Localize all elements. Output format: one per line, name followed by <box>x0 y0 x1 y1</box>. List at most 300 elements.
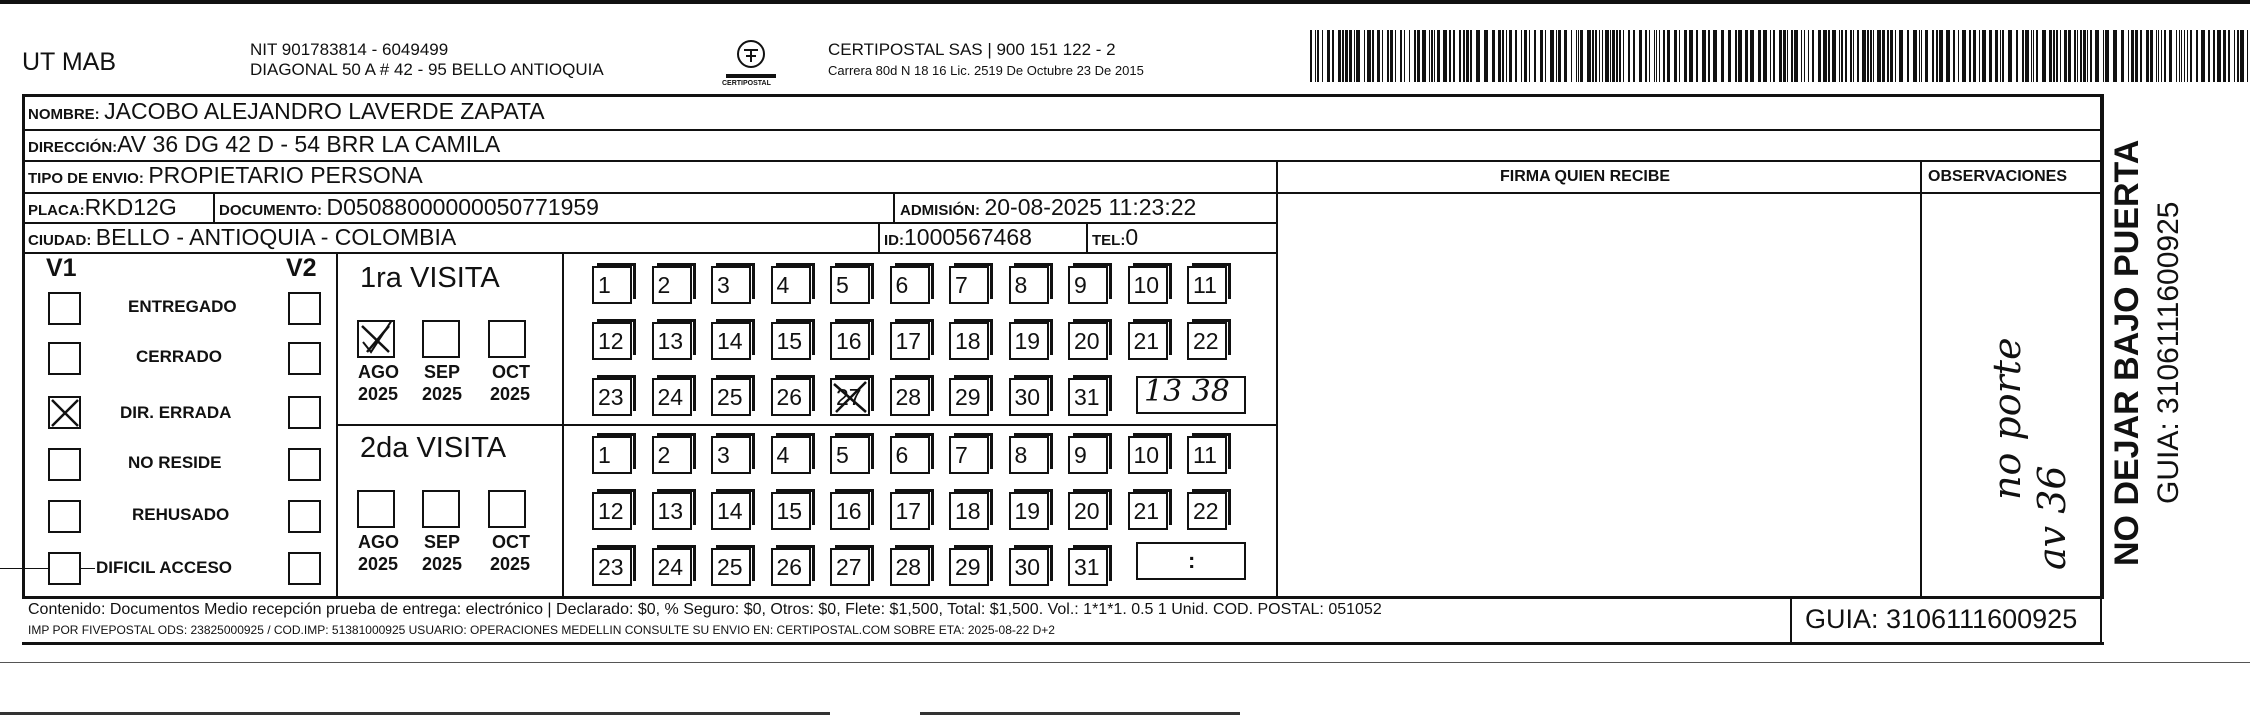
v2-dir-errada-checkbox[interactable] <box>288 396 321 429</box>
day-label: 16 <box>836 498 862 524</box>
barcode-bar <box>2140 30 2142 82</box>
second-visit-month-ago[interactable] <box>357 490 395 528</box>
v2-rehusado-checkbox[interactable] <box>288 500 321 533</box>
barcode-bar <box>2234 30 2235 82</box>
barcode-bar <box>2131 30 2134 82</box>
second-visit-day-27[interactable] <box>830 548 870 586</box>
first-visit-day-24[interactable] <box>652 378 692 416</box>
second-visit-day-8[interactable] <box>1009 436 1049 474</box>
second-visit-day-5[interactable] <box>830 436 870 474</box>
bottom-rule <box>920 712 1240 715</box>
barcode-bar <box>2087 30 2088 82</box>
day-label: 16 <box>836 328 862 354</box>
barcode-bar <box>2056 30 2058 82</box>
first-visit-month-oct[interactable] <box>488 320 526 358</box>
barcode-bar <box>1354 30 1355 82</box>
barcode-bar <box>2213 30 2215 82</box>
barcode-bar <box>1702 30 1706 82</box>
day-label: 23 <box>598 554 624 580</box>
barcode-bar <box>1873 30 1874 82</box>
barcode-bar <box>1587 30 1591 82</box>
barcode-bar <box>1550 30 1554 82</box>
barcode-bar <box>1684 30 1687 82</box>
second-visit-day-19[interactable] <box>1009 492 1049 530</box>
barcode-bar <box>1429 30 1430 82</box>
v2-dificil-acceso-checkbox[interactable] <box>288 552 321 585</box>
barcode-bar <box>2064 30 2067 82</box>
barcode-bar <box>1431 30 1433 82</box>
first-visit-day-3[interactable] <box>711 266 751 304</box>
barcode-bar <box>1801 30 1802 82</box>
v2-entregado-checkbox[interactable] <box>288 292 321 325</box>
barcode-bar <box>1367 30 1371 82</box>
day-label: 15 <box>776 328 803 354</box>
barcode-bar <box>1580 30 1583 82</box>
barcode-bar <box>2201 30 2205 82</box>
v1-dificil-acceso-checkbox[interactable] <box>48 552 81 585</box>
nombre-label: NOMBRE: <box>28 106 100 123</box>
day-label: 12 <box>598 498 624 524</box>
barcode-bar <box>1758 30 1761 82</box>
barcode-bar <box>1356 30 1360 82</box>
barcode-bar <box>1332 30 1334 82</box>
day-label: 21 <box>1133 328 1160 354</box>
first-visit-month-ago[interactable] <box>357 320 395 358</box>
day-label: 20 <box>1074 328 1100 354</box>
v2-no-reside-checkbox[interactable] <box>288 448 321 481</box>
barcode-bar <box>1973 30 1976 82</box>
barcode-bar <box>2223 30 2226 82</box>
second-visit-day-10[interactable] <box>1128 436 1168 474</box>
barcode-bar <box>1414 30 1416 82</box>
barcode-bar <box>1404 30 1405 82</box>
second-visit-day-13[interactable] <box>652 492 692 530</box>
first-visit-day-21[interactable] <box>1128 322 1168 360</box>
second-year-ago: 2025 <box>358 554 399 574</box>
first-visit-day-22[interactable] <box>1187 322 1227 360</box>
barcode-bar <box>1890 30 1893 82</box>
barcode-bar <box>1382 30 1383 82</box>
barcode-bar <box>1470 30 1472 82</box>
barcode-bar <box>1770 30 1771 82</box>
barcode-bar <box>2042 30 2046 82</box>
barcode-bar <box>1877 30 1881 82</box>
barcode-bar <box>1534 30 1536 82</box>
v1-entregado-checkbox[interactable] <box>48 292 81 325</box>
sender-name: UT MAB <box>22 48 116 76</box>
col-line <box>1276 160 1278 596</box>
second-visit-day-11[interactable] <box>1187 436 1227 474</box>
day-label: 9 <box>1074 442 1087 468</box>
second-year-oct: 2025 <box>490 554 531 574</box>
second-visit-day-29[interactable] <box>949 548 989 586</box>
footer-contenido: Contenido: Documentos Medio recepción prueba de entrega: electrónico | Declarado: $0, % Seguro: $0, Otros: $0, Flete: $1,500, Total: $1,500. Vol.: 1*1*1. 0.5 1 Unid. COD. POSTAL: 051052 <box>28 601 1382 618</box>
barcode-bar <box>1812 30 1814 82</box>
second-visit-day-30[interactable] <box>1009 548 1049 586</box>
first-visit-day-28[interactable] <box>890 378 930 416</box>
v1-no-reside-checkbox[interactable] <box>48 448 81 481</box>
first-visit-day-11[interactable] <box>1187 266 1227 304</box>
barcode-bar <box>1409 30 1410 82</box>
barcode-bar <box>1946 30 1950 82</box>
barcode-bar <box>1502 30 1504 82</box>
barcode-bar <box>1639 30 1642 82</box>
direccion-row <box>28 131 500 158</box>
barcode-bar <box>1713 30 1717 82</box>
documento-value: D05088000000050771959 <box>326 194 599 220</box>
first-visit-day-26[interactable] <box>771 378 811 416</box>
day-label: 11 <box>1193 442 1217 468</box>
barcode-bar <box>2033 30 2034 82</box>
first-visit-day-1[interactable] <box>592 266 632 304</box>
day-label: 18 <box>955 328 981 354</box>
barcode-bar <box>1595 30 1597 82</box>
tel-value: 0 <box>1125 224 1139 250</box>
second-visit-day-3[interactable] <box>711 436 751 474</box>
day-label: 3 <box>717 272 730 298</box>
barcode-bar <box>1463 30 1465 82</box>
barcode-bar <box>1958 30 1959 82</box>
day-label: 1 <box>598 272 611 298</box>
barcode-bar <box>1571 30 1572 82</box>
barcode-bar <box>2025 30 2029 82</box>
barcode-bar <box>1434 30 1435 82</box>
second-visit-day-17[interactable] <box>890 492 930 530</box>
first-visit-day-20[interactable] <box>1068 322 1108 360</box>
second-visit-day-28[interactable] <box>890 548 930 586</box>
observation-handwritten-1: no porte <box>1985 337 2029 500</box>
barcode-bar <box>2049 30 2052 82</box>
second-month-sep: SEP <box>424 532 461 552</box>
barcode-bar <box>2150 30 2153 82</box>
barcode-bar <box>2095 30 2099 82</box>
barcode-bar <box>2036 30 2038 82</box>
visit-divider <box>338 424 1276 426</box>
tel-label: TEL: <box>1092 232 1126 249</box>
second-visit-day-24[interactable] <box>652 548 692 586</box>
placa-label: PLACA: <box>28 202 85 219</box>
barcode-bar <box>1674 30 1677 82</box>
barcode-bar <box>1925 30 1928 82</box>
bottom-rule <box>0 662 2250 663</box>
day-label: 2 <box>657 442 671 468</box>
barcode-bar <box>2008 30 2012 82</box>
cut-mark <box>0 568 48 569</box>
admision-row <box>900 194 1196 221</box>
logo-caption: CERTIPOSTAL <box>722 80 771 87</box>
barcode-bar <box>1654 30 1655 82</box>
v1-rehusado-checkbox[interactable] <box>48 500 81 533</box>
second-visit-month-oct[interactable] <box>488 490 526 528</box>
barcode-bar <box>1953 30 1955 82</box>
barcode-bar <box>2176 30 2177 82</box>
first-visit-day-17[interactable] <box>890 322 930 360</box>
day-label: 7 <box>955 442 968 468</box>
barcode-bar <box>2031 30 2032 82</box>
barcode-bar <box>1345 30 1348 82</box>
barcode-bar <box>1850 30 1852 82</box>
barcode-bar <box>1708 30 1710 82</box>
barcode-bar <box>1437 30 1440 82</box>
barcode-bar <box>1828 30 1830 82</box>
day-label: 10 <box>1133 442 1160 468</box>
barcode-bar <box>1791 30 1793 82</box>
barcode-bar <box>1870 30 1872 82</box>
barcode-bar <box>1808 30 1809 82</box>
day-label: 31 <box>1074 554 1100 580</box>
barcode-bar <box>2184 30 2185 82</box>
barcode-bar <box>1921 30 1922 82</box>
barcode-bar <box>1773 30 1775 82</box>
second-visit-day-4[interactable] <box>771 436 811 474</box>
day-label: 19 <box>1014 498 1041 524</box>
barcode-bar <box>1735 30 1737 82</box>
barcode-bar <box>2053 30 2055 82</box>
day-label: 25 <box>717 384 743 410</box>
first-visit-title: 1ra VISITA <box>360 262 500 294</box>
barcode-bar <box>1939 30 1943 82</box>
barcode-bar <box>2080 30 2082 82</box>
barcode-bar <box>1663 30 1665 82</box>
day-label: 24 <box>657 554 684 580</box>
second-visit-day-31[interactable] <box>1068 548 1108 586</box>
barcode-bar <box>1459 30 1461 82</box>
barcode-bar <box>1745 30 1748 82</box>
v1-dir-errada-checkbox[interactable] <box>48 396 81 429</box>
barcode-bar <box>1317 30 1319 82</box>
barcode-bar <box>1995 30 1998 82</box>
no-dejar-warning: NO DEJAR BAJO PUERTA <box>2108 139 2146 566</box>
barcode-bar <box>2164 30 2166 82</box>
tipo-value: PROPIETARIO PERSONA <box>148 162 423 188</box>
barcode-bar <box>1616 30 1618 82</box>
first-visit-day-30[interactable] <box>1009 378 1049 416</box>
day-label: 22 <box>1193 328 1219 354</box>
col-line <box>878 222 880 252</box>
day-label: 18 <box>955 498 981 524</box>
barcode-bar <box>2002 30 2004 82</box>
first-visit-day-18[interactable] <box>949 322 989 360</box>
barcode-bar <box>1612 30 1615 82</box>
first-visit-day-15[interactable] <box>771 322 811 360</box>
direccion-value: AV 36 DG 42 D - 54 BRR LA CAMILA <box>117 131 501 157</box>
v2-header: V2 <box>286 254 317 282</box>
sender-address: DIAGONAL 50 A # 42 - 95 BELLO ANTIOQUIA <box>250 60 604 79</box>
barcode-bar <box>2077 30 2078 82</box>
col-line <box>1790 596 1792 644</box>
barcode-bar <box>1882 30 1885 82</box>
barcode-bar <box>1322 30 1323 82</box>
barcode-bar <box>1509 30 1512 82</box>
barcode-bar <box>2090 30 2092 82</box>
barcode-bar <box>1919 30 1920 82</box>
second-visit-day-23[interactable] <box>592 548 632 586</box>
first-visit-day-2[interactable] <box>652 266 692 304</box>
second-visit-day-18[interactable] <box>949 492 989 530</box>
footer-imp: IMP POR FIVEPOSTAL ODS: 23825000925 / COD.IMP: 51381000925 USUARIO: OPERACIONES MEDELLIN CONSULTE SU ENVIO EN: CERTIPOSTAL.COM SOBRE ETA: 2025-08-22 D+2 <box>28 623 1055 637</box>
day-label: 1 <box>598 442 611 468</box>
barcode-bar <box>1862 30 1866 82</box>
barcode-bar <box>1913 30 1917 82</box>
barcode-bar <box>1524 30 1527 82</box>
day-label: 6 <box>895 272 909 298</box>
second-visit-day-22[interactable] <box>1187 492 1227 530</box>
second-visit-day-1[interactable] <box>592 436 632 474</box>
second-visit-day-21[interactable] <box>1128 492 1168 530</box>
barcode-bar <box>1387 30 1389 82</box>
first-visit-day-23[interactable] <box>592 378 632 416</box>
second-visit-day-9[interactable] <box>1068 436 1108 474</box>
documento-label: DOCUMENTO: <box>219 202 323 219</box>
barcode-bar <box>1422 30 1426 82</box>
day-label: 5 <box>836 442 849 468</box>
barcode-bar <box>1787 30 1788 82</box>
barcode-bar <box>1466 30 1469 82</box>
barcode-bar <box>1818 30 1821 82</box>
first-visit-day-27[interactable] <box>830 378 870 416</box>
barcode-bar <box>1845 30 1847 82</box>
id-value: 1000567468 <box>904 224 1032 250</box>
day-label: 30 <box>1014 384 1041 410</box>
day-label: 13 <box>657 328 684 354</box>
barcode-bar <box>2135 30 2138 82</box>
barcode-bar <box>1506 30 1507 82</box>
barcode-bar <box>1823 30 1827 82</box>
second-visit-day-14[interactable] <box>711 492 751 530</box>
second-visit-month-sep[interactable] <box>422 490 460 528</box>
barcode-bar <box>1969 30 1971 82</box>
col-line <box>1920 160 1922 596</box>
barcode-bar <box>1689 30 1693 82</box>
barcode-bar <box>2237 30 2239 82</box>
status-entregado: ENTREGADO <box>128 297 237 316</box>
day-label: 9 <box>1074 272 1087 298</box>
second-visit-day-26[interactable] <box>771 548 811 586</box>
barcode-bar <box>1633 30 1635 82</box>
observation-handwritten-2: av 36 <box>2030 465 2074 570</box>
barcode-bar <box>1907 30 1909 82</box>
check-mark-icon <box>359 322 393 356</box>
barcode-bar <box>1395 30 1396 82</box>
day-label: 17 <box>895 328 922 354</box>
day-label: 29 <box>955 384 981 410</box>
first-visit-day-9[interactable] <box>1068 266 1108 304</box>
barcode-bar <box>1857 30 1859 82</box>
direccion-label: DIRECCIÓN: <box>28 139 118 156</box>
second-visit-time-box[interactable] <box>1136 542 1246 580</box>
second-visit-day-7[interactable] <box>949 436 989 474</box>
day-label: 6 <box>895 442 909 468</box>
barcode-bar <box>1592 30 1594 82</box>
barcode-bar <box>1558 30 1561 82</box>
first-visit-day-31[interactable] <box>1068 378 1108 416</box>
v2-cerrado-checkbox[interactable] <box>288 342 321 375</box>
first-visit-day-16[interactable] <box>830 322 870 360</box>
barcode-bar <box>1310 30 1312 82</box>
first-visit-day-29[interactable] <box>949 378 989 416</box>
second-visit-day-25[interactable] <box>711 548 751 586</box>
day-label: 8 <box>1014 442 1028 468</box>
barcode-bar <box>1649 30 1650 82</box>
first-year-sep: 2025 <box>422 384 463 404</box>
barcode-bar <box>1979 30 1980 82</box>
first-visit-month-sep[interactable] <box>422 320 460 358</box>
barcode-bar <box>1610 30 1611 82</box>
second-visit-day-6[interactable] <box>890 436 930 474</box>
second-visit-day-2[interactable] <box>652 436 692 474</box>
barcode-bar <box>1364 30 1365 82</box>
second-visit-day-16[interactable] <box>830 492 870 530</box>
barcode-bar <box>2074 30 2076 82</box>
first-visit-day-5[interactable] <box>830 266 870 304</box>
barcode-bar <box>1839 30 1840 82</box>
barcode-bar <box>1556 30 1557 82</box>
barcode-bar <box>1605 30 1609 82</box>
first-visit-day-7[interactable] <box>949 266 989 304</box>
first-visit-day-13[interactable] <box>652 322 692 360</box>
first-visit-day-10[interactable] <box>1128 266 1168 304</box>
day-label: 12 <box>598 328 624 354</box>
barcode-bar <box>1453 30 1455 82</box>
second-visit-day-12[interactable] <box>592 492 632 530</box>
barcode-bar <box>1578 30 1579 82</box>
barcode-bar <box>2105 30 2109 82</box>
barcode-bar <box>1390 30 1393 82</box>
row-line <box>22 252 1278 254</box>
barcode-bar <box>1443 30 1447 82</box>
barcode-bar <box>1338 30 1341 82</box>
tel-row <box>1092 224 1138 251</box>
first-visit-day-4[interactable] <box>771 266 811 304</box>
barcode-bar <box>1895 30 1896 82</box>
first-visit-day-12[interactable] <box>592 322 632 360</box>
first-visit-day-14[interactable] <box>711 322 751 360</box>
first-visit-day-8[interactable] <box>1009 266 1049 304</box>
day-label: 23 <box>598 384 624 410</box>
barcode-bar <box>2060 30 2061 82</box>
day-label: 28 <box>895 554 922 580</box>
nombre-row <box>28 98 545 125</box>
day-label: 14 <box>717 328 743 354</box>
second-visit-day-20[interactable] <box>1068 492 1108 530</box>
barcode-bar <box>2181 30 2182 82</box>
barcode-bar <box>1721 30 1724 82</box>
second-visit-day-15[interactable] <box>771 492 811 530</box>
barcode-bar <box>2083 30 2086 82</box>
v1-cerrado-checkbox[interactable] <box>48 342 81 375</box>
day-label: 24 <box>657 384 684 410</box>
first-visit-day-19[interactable] <box>1009 322 1049 360</box>
barcode-bar <box>2000 30 2001 82</box>
status-rehusado: REHUSADO <box>132 505 230 524</box>
day-label: 30 <box>1014 554 1041 580</box>
first-visit-time-box[interactable] <box>1136 376 1246 414</box>
barcode-bar <box>1962 30 1966 82</box>
first-visit-day-25[interactable] <box>711 378 751 416</box>
barcode <box>1310 30 2250 82</box>
barcode-bar <box>2217 30 2221 82</box>
ciudad-label: CIUDAD: <box>28 232 92 249</box>
day-label: 11 <box>1193 272 1217 298</box>
barcode-bar <box>1841 30 1843 82</box>
first-visit-day-6[interactable] <box>890 266 930 304</box>
day-label: 5 <box>836 272 849 298</box>
id-row <box>884 224 1032 251</box>
day-label: 2 <box>657 272 671 298</box>
barcode-bar <box>1315 30 1316 82</box>
barcode-bar <box>1738 30 1742 82</box>
second-year-sep: 2025 <box>422 554 463 574</box>
